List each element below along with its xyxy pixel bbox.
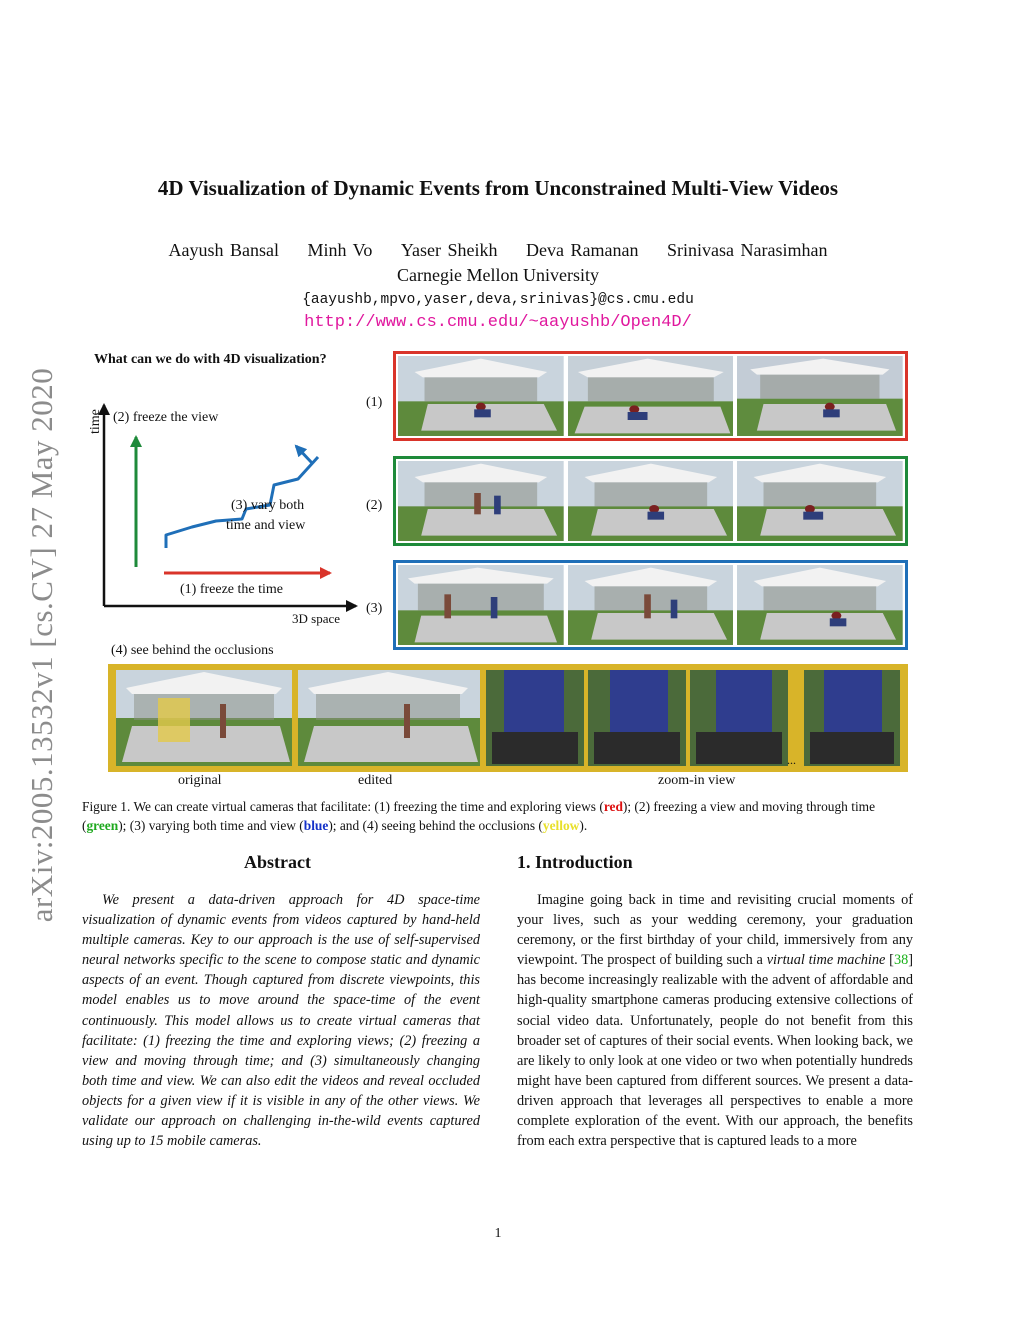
edited-label: edited xyxy=(358,773,393,788)
photo-row-red xyxy=(393,351,908,441)
author: Deva Ramanan xyxy=(526,240,639,260)
video-frame xyxy=(737,356,903,436)
video-frame xyxy=(737,461,903,541)
ellipsis: ... xyxy=(787,753,796,767)
author: Srinivasa Narasimhan xyxy=(667,240,828,260)
page-number: 1 xyxy=(494,1226,502,1241)
zoom-frame xyxy=(804,670,900,766)
zoom-frame xyxy=(486,670,584,766)
video-frame xyxy=(398,565,564,645)
vary-both-label-2: time and view xyxy=(226,518,306,533)
space-time-diagram xyxy=(84,395,384,635)
original-label: original xyxy=(178,773,222,788)
time-axis-label: time xyxy=(88,409,103,434)
email: {aayushb,mpvo,yaser,deva,srinivas}@cs.cmu.edu xyxy=(302,292,694,308)
intro-heading: 1. Introduction xyxy=(517,852,633,872)
citation-link[interactable]: 38 xyxy=(893,952,909,969)
project-url[interactable]: http://www.cs.cmu.edu/~aayushb/Open4D/ xyxy=(304,313,692,332)
edited-frame xyxy=(298,670,480,766)
row-label-3: (3) xyxy=(366,601,383,616)
zoom-label: zoom-in view xyxy=(658,773,736,788)
zoom-frame xyxy=(690,670,788,766)
space-axis-label: 3D space xyxy=(292,611,341,626)
freeze-time-label: (1) freeze the time xyxy=(180,582,283,597)
video-frame xyxy=(568,461,734,541)
vary-both-arrowhead xyxy=(296,446,312,463)
affiliation: Carnegie Mellon University xyxy=(397,265,599,285)
zoom-frame xyxy=(588,670,686,766)
row-label-1: (1) xyxy=(366,395,383,410)
figure-question: What can we do with 4D visualization? xyxy=(94,352,327,367)
arxiv-watermark: arXiv:2005.13532v1 [cs.CV] 27 May 2020 xyxy=(24,367,59,923)
photo-row-green xyxy=(393,456,908,546)
photo-row-blue xyxy=(393,560,908,650)
author: Yaser Sheikh xyxy=(400,240,498,260)
freeze-view-label: (2) freeze the view xyxy=(113,410,219,425)
vary-both-label-1: (3) vary both xyxy=(231,498,305,513)
author: Minh Vo xyxy=(307,240,373,260)
video-frame xyxy=(398,461,564,541)
figure-caption: Figure 1. We can create virtual cameras that facilitate: (1) freezing the time and exploring views (red); (2) freezing a view and moving through time (green); (3) varying both time and view (blue); and (4) seeing behind the occlusions (yellow). xyxy=(82,799,876,833)
author-list xyxy=(0,240,996,261)
video-frame xyxy=(737,565,903,645)
video-frame xyxy=(568,356,734,436)
video-frame xyxy=(568,565,734,645)
intro-text: Imagine going back in time and revisiting crucial moments of your lives, such as your wedding ceremony, your graduation ceremony, or the first birthday of your child, immersively from any viewpoint. The prospect of building such a virtual time machine [38] has become increasingly realizable with the advent of affordable and high-quality smartphone cameras producing extensive collections of social video data. Unfortunately, people do not benefit from this broader set of captures of their social events. When looking back, we are likely to only look at one video or two when potentially hundreds might have been captured from different sources. We present a data-driven approach that leverages all perspectives to enable a more complete exploration of the event. With our approach, the benefits from each extra perspective that is captured leads to a more xyxy=(517,892,914,1150)
see-behind-label: (4) see behind the occlusions xyxy=(111,643,274,658)
paper-title: 4D Visualization of Dynamic Events from Unconstrained Multi-View Videos xyxy=(157,176,839,200)
row-label-2: (2) xyxy=(366,498,383,513)
original-frame xyxy=(116,670,292,766)
video-frame xyxy=(398,356,564,436)
occlusion-frames xyxy=(112,668,904,768)
abstract-text: We present a data-driven approach for 4D space-time visualization of dynamic events from videos captured by hand-held multiple cameras. Key to our approach is the use of self-supervised neural networks specific to the scene to compose static and dynamic aspects of an event. Though captured from discrete viewpoints, this model enables us to move around the space-time of the event continuously. This model allows us to create virtual cameras that facilitate: (1) freezing the time and exploring views; (2) freezing a view and moving through time; and (3) simultaneously changing both time and view. We can also edit the videos and reveal occluded objects for a given view if it is visible in any of the other views. We validate our approach on challenging in-the-wild events captured using up to 15 mobile cameras. xyxy=(82,892,480,1150)
author: Aayush Bansal xyxy=(168,240,279,260)
abstract-heading: Abstract xyxy=(244,852,311,872)
